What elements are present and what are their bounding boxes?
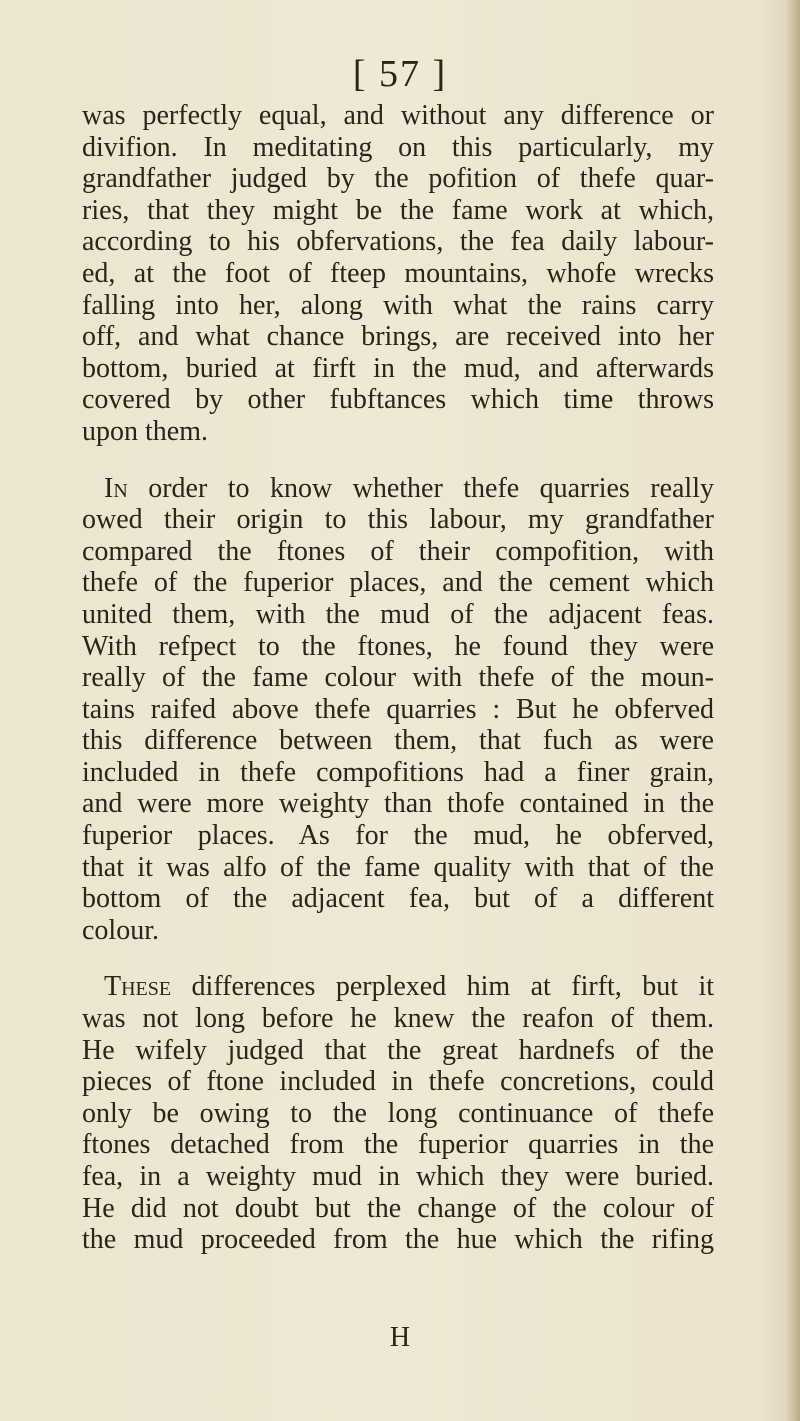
paragraph-1: [82, 100, 714, 448]
text-line: that it was alfo of the fame quality with that of the: [82, 851, 714, 883]
text-line: With refpect to the ftones, he found they were: [82, 630, 714, 662]
text-line: He did not doubt but the change of the colour of: [82, 1192, 714, 1224]
text-line: was perfectly equal, and without any difference or: [82, 100, 714, 131]
text-line: He wifely judged that the great hardnefs of the: [82, 1034, 714, 1066]
text-line: fea, in a weighty mud in which they were buried.: [82, 1161, 714, 1192]
text-line: ries, that they might be the fame work at which,: [82, 194, 714, 226]
signature-mark: H: [389, 1322, 411, 1353]
text-line-rest: order to know whether thefe quarries really: [127, 472, 714, 504]
text-line: bottom of the adjacent fea, but of a different: [82, 883, 714, 915]
lead-word: In: [104, 472, 128, 504]
text-line: united them, with the mud of the adjacent feas.: [82, 598, 714, 630]
text-line: was not long before he knew the reafon of them.: [82, 1003, 714, 1035]
text-line: compared the ftones of their compofition, with: [82, 535, 714, 567]
text-line: [82, 473, 714, 505]
lead-word: These: [104, 971, 172, 1003]
text-line: included in thefe compofitions had a finer grain,: [82, 756, 714, 788]
text-line: pieces of ftone included in thefe concretions, could: [82, 1066, 714, 1098]
text-line: and were more weighty than thofe contained in the: [82, 788, 714, 820]
text-line: fuperior places. As for the mud, he obferved,: [82, 820, 714, 852]
text-line: colour.: [82, 914, 159, 946]
text-line: the mud proceeded from the hue which the rifing: [82, 1224, 714, 1256]
text-line: according to his obfervations, the fea daily labour-: [82, 226, 714, 258]
text-line-rest: differences perplexed him at firft, but it: [171, 971, 714, 1003]
paragraph-2: [82, 473, 714, 947]
body-text: [82, 100, 714, 1256]
text-line: this difference between them, that fuch as were: [82, 725, 714, 757]
page-edge: [786, 0, 800, 1421]
text-line: covered by other fubftances which time throws: [82, 384, 714, 416]
text-line: owed their origin to this labour, my grandfather: [82, 504, 714, 536]
text-line: thefe of the fuperior places, and the cement which: [82, 567, 714, 599]
text-line: falling into her, along with what the rains carry: [82, 289, 714, 321]
page-number: [ 57 ]: [352, 53, 448, 95]
text-line: upon them.: [82, 415, 208, 447]
text-line: [82, 971, 714, 1003]
paragraph-3: [82, 971, 714, 1255]
text-line: really of the fame colour with thefe of the moun-: [82, 662, 714, 694]
text-line: off, and what chance brings, are received into her: [82, 321, 714, 353]
text-line: grandfather judged by the pofition of thefe quar-: [82, 163, 714, 195]
text-line: ed, at the foot of fteep mountains, whofe wrecks: [82, 257, 714, 289]
text-line: tains raifed above thefe quarries : But he obferved: [82, 693, 714, 725]
text-line: ftones detached from the fuperior quarries in the: [82, 1129, 714, 1161]
text-line: divifion. In meditating on this particularly, my: [82, 131, 714, 163]
text-line: bottom, buried at firft in the mud, and afterwards: [82, 352, 714, 384]
text-line: only be owing to the long continuance of thefe: [82, 1097, 714, 1129]
